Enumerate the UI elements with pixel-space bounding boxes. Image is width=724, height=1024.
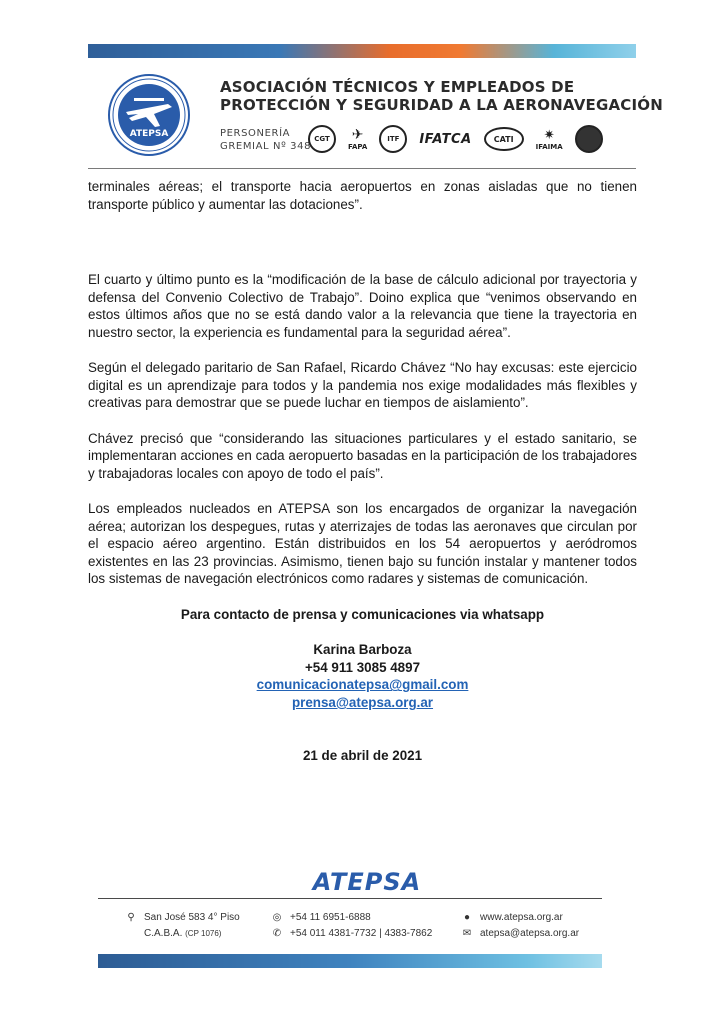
website-link[interactable]: www.atepsa.org.ar (480, 912, 563, 923)
footer-divider (98, 898, 602, 899)
location-pin-icon: ⚲ (127, 912, 135, 923)
cati-oval-icon: CATI (484, 127, 524, 151)
round-seal-icon (575, 125, 603, 153)
bottom-color-band (98, 954, 602, 968)
paragraph-5: Los empleados nucleados en ATEPSA son los encargados de organizar la navegación aérea; autorizan los despegues, rutas y aterrizajes de todas las aeronaves que circulan por el espacio aéreo argentino. Están distribuidos en los 54 aeropuertos y aeródromos existentes en las 23 provincias. Asimismo, tienen bajo su función instalar y mantener todos los sistemas de navegación electrónicos como radares y sistemas de comunicación. (88, 500, 637, 587)
top-color-band (88, 44, 636, 58)
fapa-label: FAPA (348, 143, 368, 151)
paragraph-3: Según el delegado paritario de San Rafael, Ricardo Chávez “No hay excusas: este ejercicio digital es un aprendizaje para todos y la pandemia nos exige modalidades más flexibles y creativas para demostrar que se puede luchar en tiempos de aislamiento”. (88, 360, 637, 411)
whatsapp-icon: ◎ (272, 912, 282, 923)
organization-title (220, 78, 663, 114)
atepsa-seal-icon (108, 74, 190, 156)
footer-phones (270, 910, 432, 942)
ifaima-label: IFAIMA (535, 142, 563, 151)
press-contact (88, 606, 637, 764)
document-date: 21 de abril de 2021 (302, 747, 423, 763)
itf-logo-icon: ITF (379, 125, 407, 153)
svg-text:ATEPSA: ATEPSA (129, 129, 169, 139)
paragraph-2: El cuarto y último punto es la “modificación de la base de cálculo adicional por trayectoria y defensa del Convenio Colectivo de Trabajo”. Doino explica que “venimos observando en estos últimos años que no se está dando valor a la relevancia que tiene la trayectoria en nuestro sector, la experiencia es fundamental para la seguridad aérea”. (88, 272, 637, 340)
footer-email-link[interactable]: atepsa@atepsa.org.ar (480, 928, 580, 939)
contact-phone: +54 911 3085 4897 (304, 659, 421, 675)
contact-heading: Para contacto de prensa y comunicaciones via whatsapp (180, 607, 545, 622)
globe-icon: ● (463, 912, 471, 923)
email-link-prensa[interactable]: prensa@atepsa.org.ar (291, 694, 434, 710)
footer-address (124, 910, 240, 942)
footer-web (460, 910, 579, 942)
org-title-line-1: ASOCIACIÓN TÉCNICOS Y EMPLEADOS DE (220, 78, 575, 96)
contact-name: Karina Barboza (313, 642, 412, 658)
footer-logo: ATEPSA (312, 868, 422, 896)
personeria-gremial (220, 127, 311, 153)
ifatca-wordmark: IFATCA (419, 131, 472, 147)
org-title-line-2: PROTECCIÓN Y SEGURIDAD A LA AERONAVEGACIÓN (220, 96, 663, 114)
paragraph-4: Chávez precisó que “considerando las situaciones particulares y el estado sanitario, se implementaran acciones en cada aeropuerto basadas en la participación de los trabajadores y trabajadoras locales con apoyo de todo el país”. (88, 430, 637, 481)
address-line-2: C.A.B.A. (144, 928, 183, 939)
address-line-1: San José 583 4° Piso (144, 912, 240, 923)
body-text (88, 178, 637, 588)
envelope-icon: ✉ (462, 928, 472, 939)
ifaima-logo-icon: ✷ IFAIMA (535, 127, 563, 151)
header-divider (88, 168, 636, 169)
personeria-line-1: PERSONERÍA (220, 128, 291, 139)
phone-numbers: +54 011 4381-7732 | 4383-7862 (290, 928, 433, 939)
email-link-comunicacion[interactable]: comunicacionatepsa@gmail.com (256, 677, 469, 693)
whatsapp-number: +54 11 6951-6888 (290, 912, 371, 923)
affiliation-logos (308, 124, 603, 154)
cgt-seal-icon: CGT (308, 125, 336, 153)
phone-icon: ✆ (272, 928, 282, 939)
postal-code: (CP 1076) (185, 929, 222, 938)
personeria-line-2: GREMIAL Nº 348 (220, 141, 312, 152)
fapa-logo-icon: ✈ FAPA (348, 127, 368, 151)
paragraph-1: terminales aéreas; el transporte hacia aeropuertos en zonas aisladas que no tienen transporte público y aumentar las dotaciones”. (88, 179, 637, 212)
